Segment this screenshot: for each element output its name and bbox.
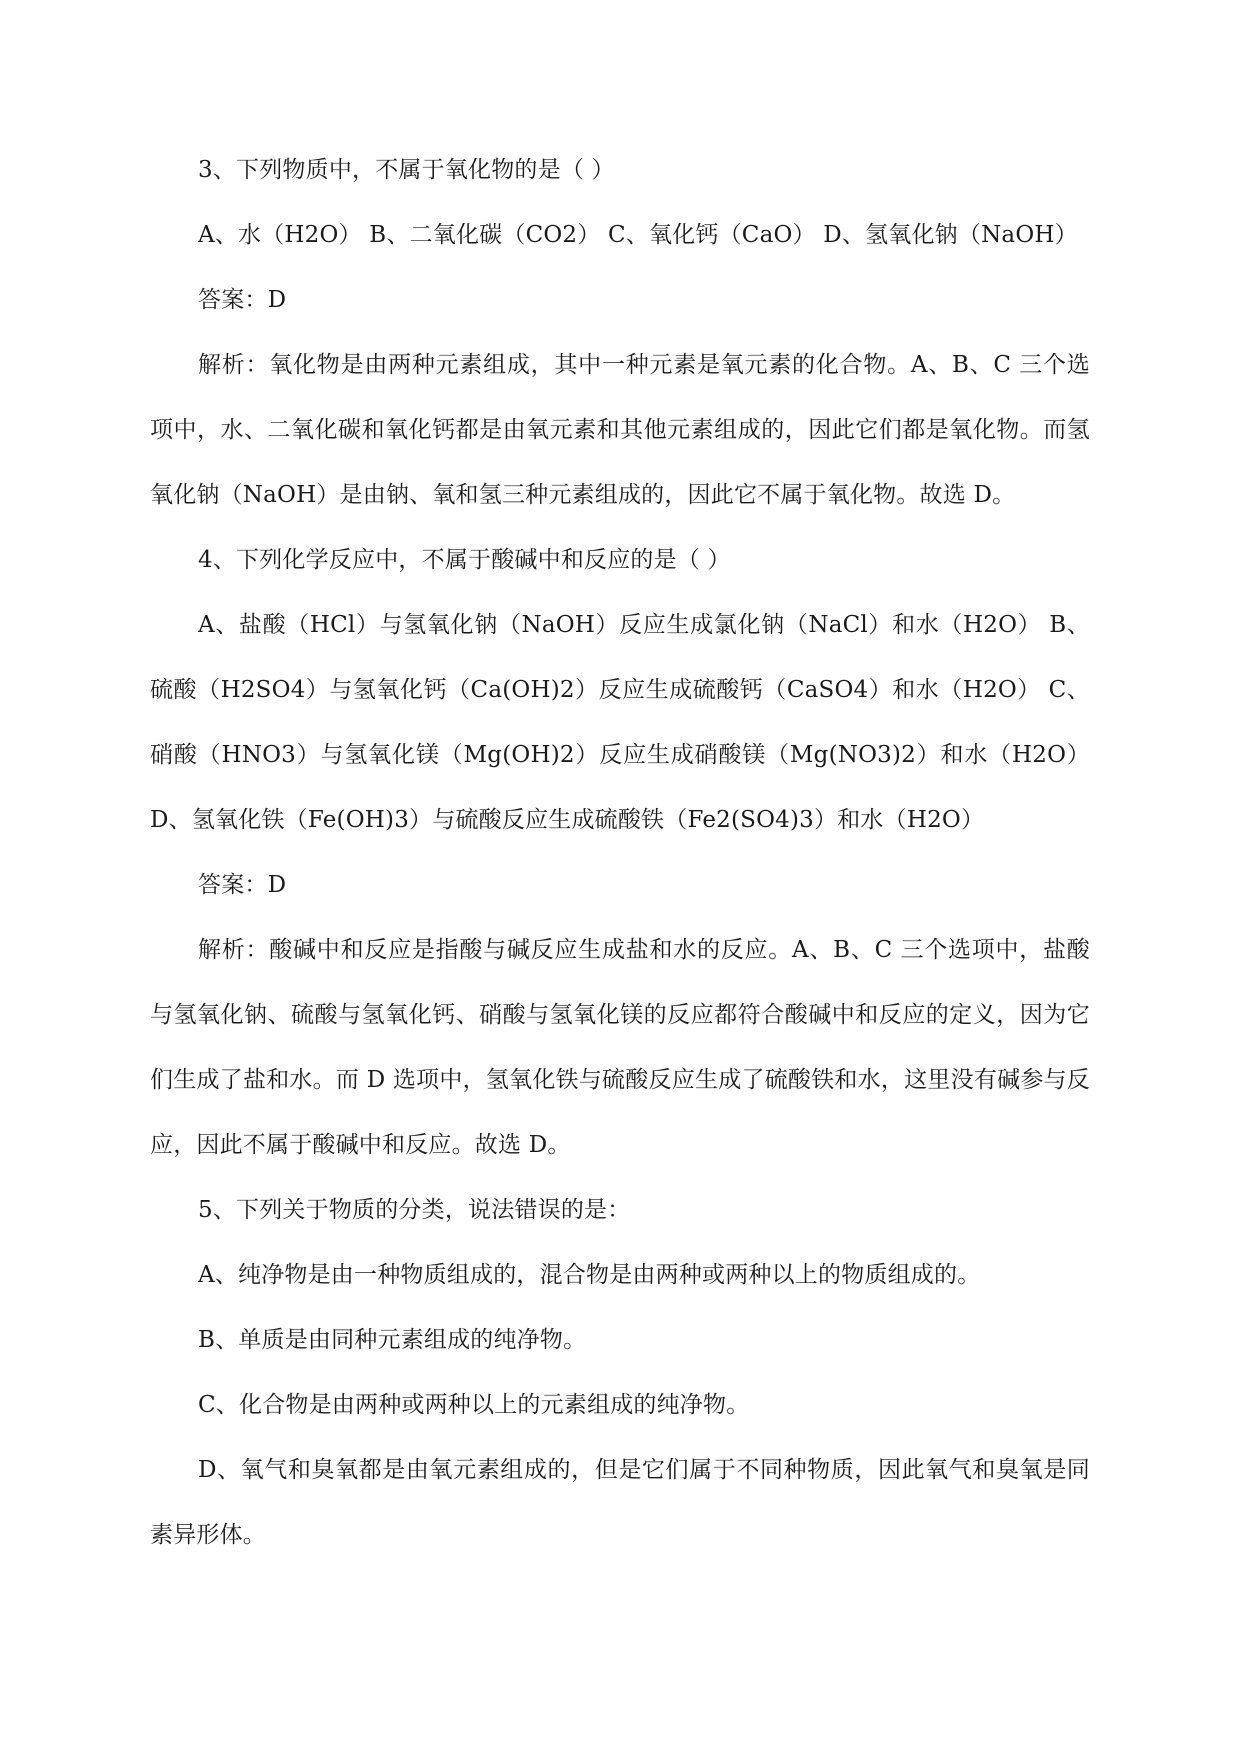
question-4-stem: 4、下列化学反应中，不属于酸碱中和反应的是（ ） <box>198 547 731 573</box>
question-5-option-d: D、氧气和臭氧都是由氧元素组成的，但是它们属于不同种物质，因此氧气和臭氧是同素异形体。 <box>150 1457 1090 1548</box>
question-5-option-c: C、化合物是由两种或两种以上的元素组成的纯净物。 <box>198 1392 750 1418</box>
question-4-answer: 答案：D <box>198 872 287 898</box>
question-5-option-a: A、纯净物是由一种物质组成的，混合物是由两种或两种以上的物质组成的。 <box>198 1262 981 1288</box>
question-5-stem: 5、下列关于物质的分类，说法错误的是： <box>198 1197 631 1223</box>
question-5-option-b: B、单质是由同种元素组成的纯净物。 <box>198 1327 587 1353</box>
question-4-options: A、盐酸（HCl）与氢氧化钠（NaOH）反应生成氯化钠（NaCl）和水（H2O） B、硫酸（H2SO4）与氢氧化钙（Ca(OH)2）反应生成硫酸钙（CaSO4）和水（H2O） C、硝酸（HNO3）与氢氧化镁（Mg(OH)2）反应生成硝酸镁（Mg(NO3)2）和水（H2O） D、氢氧化铁（Fe(OH)3）与硫酸反应生成硫酸铁（Fe2(SO4)3）和水（H2O） <box>150 612 1090 833</box>
document-body <box>150 138 1090 1568</box>
question-3-analysis: 解析：氧化物是由两种元素组成，其中一种元素是氧元素的化合物。A、B、C 三个选项中，水、二氧化碳和氧化钙都是由氧元素和其他元素组成的，因此它们都是氧化物。而氢氧化钠（NaOH）是由钠、氧和氢三种元素组成的，因此它不属于氧化物。故选 D。 <box>150 352 1090 508</box>
question-3-stem: 3、下列物质中，不属于氧化物的是（ ） <box>198 157 615 183</box>
question-4-analysis: 解析：酸碱中和反应是指酸与碱反应生成盐和水的反应。A、B、C 三个选项中，盐酸与氢氧化钠、硫酸与氢氧化钙、硝酸与氢氧化镁的反应都符合酸碱中和反应的定义，因为它们生成了盐和水。而 D 选项中，氢氧化铁与硫酸反应生成了硫酸铁和水，这里没有碱参与反应，因此不属于酸碱中和反应。故选 D。 <box>150 937 1090 1158</box>
question-3-answer: 答案：D <box>198 287 287 313</box>
question-3-options: A、水（H2O） B、二氧化碳（CO2） C、氧化钙（CaO） D、氢氧化钠（NaOH） <box>198 222 1078 248</box>
